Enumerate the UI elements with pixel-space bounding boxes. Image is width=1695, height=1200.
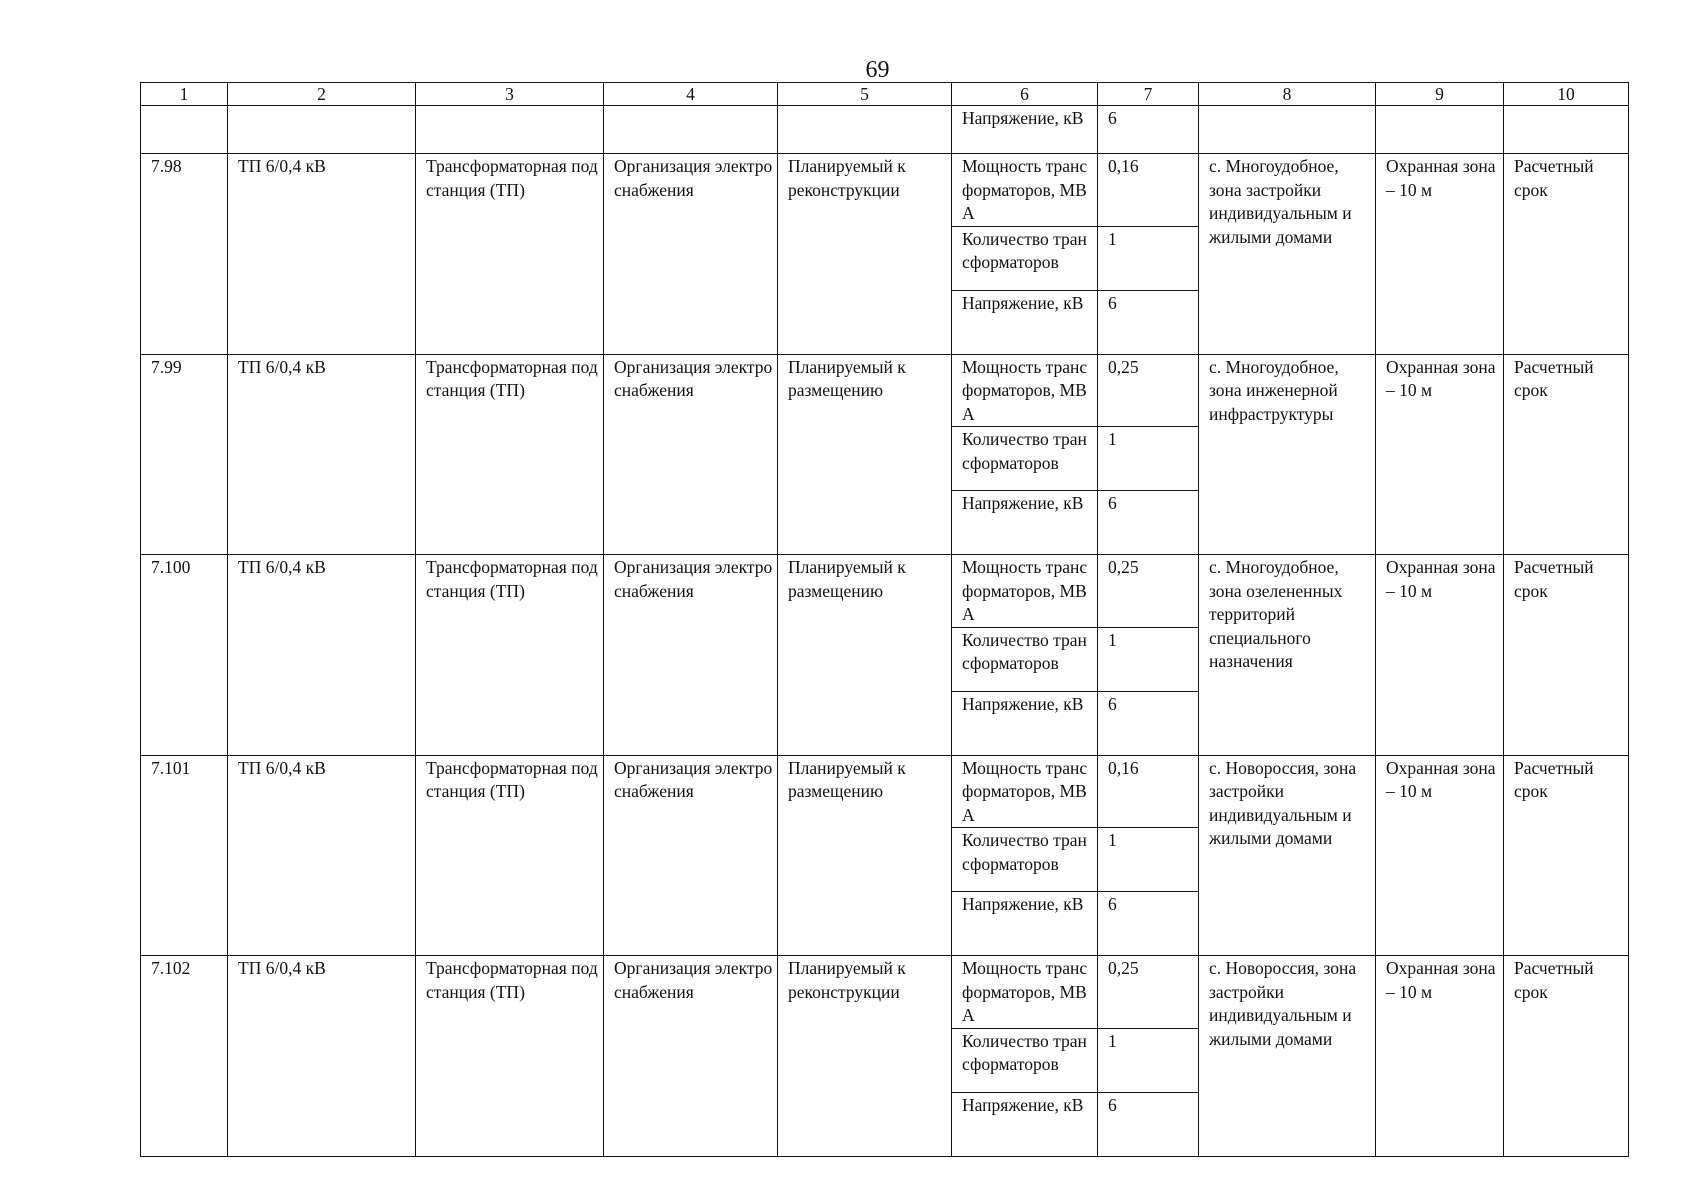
object-status: Планируемый к реконструкции: [778, 154, 952, 355]
object-location: с. Новороссия, зона застройки индивидуальным и жилыми домами: [1199, 755, 1376, 956]
object-type: Трансформаторная подстанция (ТП): [416, 956, 604, 1157]
empty-cell: [604, 106, 778, 154]
implementation-term: Расчетный срок: [1504, 956, 1629, 1157]
implementation-term: Расчетный срок: [1504, 555, 1629, 756]
param-label: Мощность трансформаторов, МВ А: [952, 154, 1098, 227]
table-row: [141, 956, 1629, 1029]
param-label: Количество трансформаторов: [952, 828, 1098, 892]
param-label: Напряжение, кВ: [952, 106, 1098, 154]
implementation-term: Расчетный срок: [1504, 354, 1629, 555]
object-number: 7.99: [141, 354, 228, 555]
object-number: 7.100: [141, 555, 228, 756]
empty-cell: [1376, 106, 1504, 154]
object-purpose: Организация электроснабжения: [604, 354, 778, 555]
protection-zone: Охранная зона – 10 м: [1376, 956, 1504, 1157]
param-label: Напряжение, кВ: [952, 1092, 1098, 1156]
param-value: 6: [1098, 892, 1199, 956]
param-value: 0,25: [1098, 555, 1199, 628]
object-type: Трансформаторная подстанция (ТП): [416, 154, 604, 355]
protection-zone: Охранная зона – 10 м: [1376, 555, 1504, 756]
param-label: Количество трансформаторов: [952, 226, 1098, 290]
empty-cell: [416, 106, 604, 154]
implementation-term: Расчетный срок: [1504, 755, 1629, 956]
param-value: 6: [1098, 1092, 1199, 1156]
column-number-row: [141, 83, 1629, 106]
object-name: ТП 6/0,4 кВ: [228, 555, 416, 756]
protection-zone: Охранная зона – 10 м: [1376, 154, 1504, 355]
column-header: 7: [1098, 83, 1199, 106]
table-row: [141, 755, 1629, 828]
empty-cell: [1504, 106, 1629, 154]
param-value: 6: [1098, 290, 1199, 354]
param-label: Количество трансформаторов: [952, 427, 1098, 491]
object-number: 7.98: [141, 154, 228, 355]
column-header: 6: [952, 83, 1098, 106]
param-label: Количество трансформаторов: [952, 1028, 1098, 1092]
param-value: 6: [1098, 106, 1199, 154]
param-label: Напряжение, кВ: [952, 491, 1098, 555]
object-type: Трансформаторная подстанция (ТП): [416, 755, 604, 956]
object-location: с. Многоудобное, зона застройки индивидуальным и жилыми домами: [1199, 154, 1376, 355]
implementation-term: Расчетный срок: [1504, 154, 1629, 355]
continuation-row: [141, 106, 1629, 154]
object-type: Трансформаторная подстанция (ТП): [416, 354, 604, 555]
object-name: ТП 6/0,4 кВ: [228, 154, 416, 355]
page-number: 69: [865, 57, 890, 83]
table-row: [141, 154, 1629, 227]
column-header: 5: [778, 83, 952, 106]
param-value: 0,25: [1098, 354, 1199, 427]
column-header: 1: [141, 83, 228, 106]
param-label: Мощность трансформаторов, МВ А: [952, 555, 1098, 628]
param-value: 6: [1098, 691, 1199, 755]
object-location: с. Новороссия, зона застройки индивидуальным и жилыми домами: [1199, 956, 1376, 1157]
object-purpose: Организация электроснабжения: [604, 956, 778, 1157]
object-status: Планируемый к размещению: [778, 555, 952, 756]
param-value: 1: [1098, 1028, 1199, 1092]
empty-cell: [141, 106, 228, 154]
param-label: Мощность трансформаторов, МВ А: [952, 354, 1098, 427]
objects-table: [140, 82, 1629, 1157]
object-purpose: Организация электроснабжения: [604, 154, 778, 355]
empty-cell: [778, 106, 952, 154]
object-number: 7.102: [141, 956, 228, 1157]
object-status: Планируемый к размещению: [778, 354, 952, 555]
object-status: Планируемый к размещению: [778, 755, 952, 956]
column-header: 2: [228, 83, 416, 106]
table-row: [141, 555, 1629, 628]
empty-cell: [228, 106, 416, 154]
protection-zone: Охранная зона – 10 м: [1376, 755, 1504, 956]
object-status: Планируемый к реконструкции: [778, 956, 952, 1157]
protection-zone: Охранная зона – 10 м: [1376, 354, 1504, 555]
param-label: Мощность трансформаторов, МВ А: [952, 755, 1098, 828]
column-header: 10: [1504, 83, 1629, 106]
empty-cell: [1199, 106, 1376, 154]
column-header: 8: [1199, 83, 1376, 106]
param-label: Напряжение, кВ: [952, 691, 1098, 755]
object-name: ТП 6/0,4 кВ: [228, 354, 416, 555]
object-location: с. Многоудобное, зона инженерной инфраструктуры: [1199, 354, 1376, 555]
object-name: ТП 6/0,4 кВ: [228, 755, 416, 956]
object-type: Трансформаторная подстанция (ТП): [416, 555, 604, 756]
param-label: Напряжение, кВ: [952, 290, 1098, 354]
param-value: 0,16: [1098, 154, 1199, 227]
param-value: 1: [1098, 226, 1199, 290]
object-purpose: Организация электроснабжения: [604, 755, 778, 956]
object-number: 7.101: [141, 755, 228, 956]
object-purpose: Организация электроснабжения: [604, 555, 778, 756]
param-value: 0,16: [1098, 755, 1199, 828]
table-row: [141, 354, 1629, 427]
column-header: 9: [1376, 83, 1504, 106]
param-value: 1: [1098, 627, 1199, 691]
param-label: Количество трансформаторов: [952, 627, 1098, 691]
object-location: с. Многоудобное, зона озелененных территорий специального назначения: [1199, 555, 1376, 756]
object-name: ТП 6/0,4 кВ: [228, 956, 416, 1157]
param-value: 1: [1098, 828, 1199, 892]
param-value: 0,25: [1098, 956, 1199, 1029]
param-label: Напряжение, кВ: [952, 892, 1098, 956]
param-value: 1: [1098, 427, 1199, 491]
param-label: Мощность трансформаторов, МВ А: [952, 956, 1098, 1029]
column-header: 3: [416, 83, 604, 106]
table-body: [141, 106, 1629, 1157]
param-value: 6: [1098, 491, 1199, 555]
column-header: 4: [604, 83, 778, 106]
